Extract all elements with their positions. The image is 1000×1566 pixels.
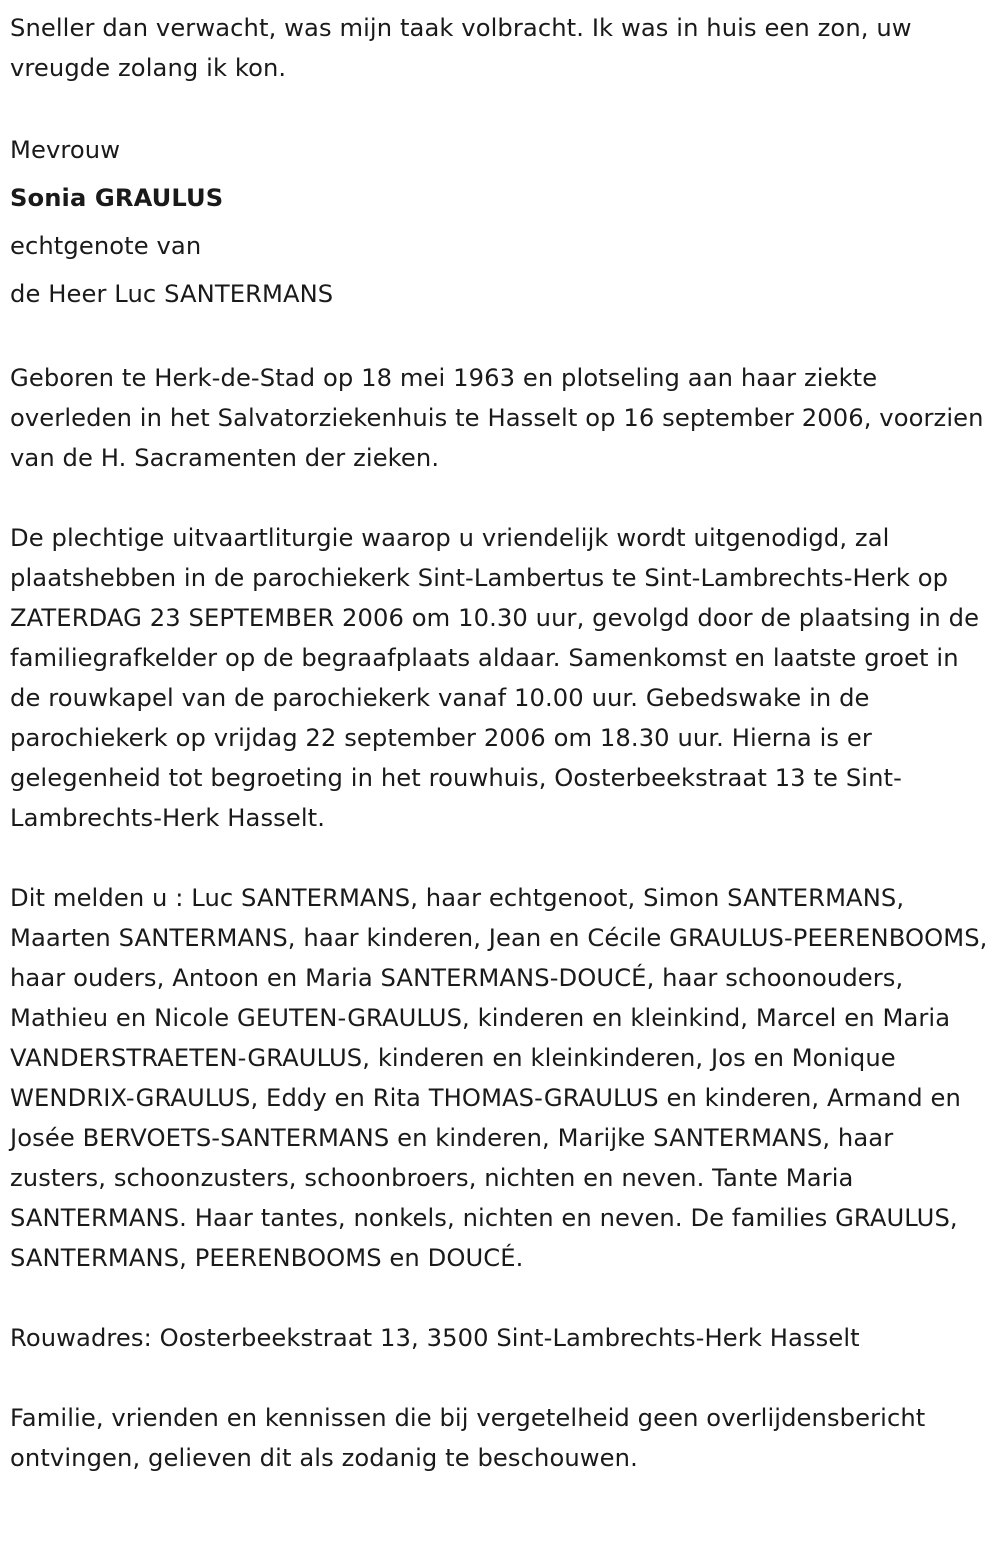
spacer bbox=[10, 1358, 990, 1398]
spacer bbox=[10, 478, 990, 518]
spacer bbox=[10, 318, 990, 358]
closing-paragraph: Familie, vrienden en kennissen die bij vergetelheid geen overlijdensbericht ontvingen, gelieven dit als zodanig te beschouwen. bbox=[10, 1404, 926, 1472]
relation-label: echtgenote van bbox=[10, 232, 202, 260]
family-paragraph: Dit melden u : Luc SANTERMANS, haar echtgenoot, Simon SANTERMANS, Maarten SANTERMANS, haar kinderen, Jean en Cécile GRAULUS-PEERENBOOMS, haar ouders, Antoon en Maria SANTERMANS-DOUCÉ, haar schoonouders, Mathieu en Nicole GEUTEN-GRAULUS, kinderen en kleinkind, Marcel en Maria VANDERSTRAETEN-GRAULUS, kinderen en kleinkinderen, Jos en Monique WENDRIX-GRAULUS, Eddy en Rita THOMAS-GRAULUS en kinderen, Armand en Josée BERVOETS-SANTERMANS en kinderen, Marijke SANTERMANS, haar zusters, schoonzusters, schoonbroers, nichten en neven. Tante Maria SANTERMANS. Haar tantes, nonkels, nichten en neven. De families GRAULUS, SANTERMANS, PEERENBOOMS en DOUCÉ. bbox=[10, 884, 988, 1272]
spacer bbox=[10, 838, 990, 878]
birth-death-paragraph: Geboren te Herk-de-Stad op 18 mei 1963 en plotseling aan haar ziekte overleden in het Salvatorziekenhuis te Hasselt op 16 september 2006, voorzien van de H. Sacramenten der zieken. bbox=[10, 364, 984, 472]
spacer bbox=[10, 88, 990, 128]
spouse-name: de Heer Luc SANTERMANS bbox=[10, 280, 334, 308]
intro-verse: Sneller dan verwacht, was mijn taak volbracht. Ik was in huis een zon, uw vreugde zolang ik kon. bbox=[10, 14, 912, 82]
deceased-name: Sonia GRAULUS bbox=[10, 184, 224, 212]
spacer bbox=[10, 1278, 990, 1318]
honorific: Mevrouw bbox=[10, 136, 121, 164]
mourning-address: Rouwadres: Oosterbeekstraat 13, 3500 Sint-Lambrechts-Herk Hasselt bbox=[10, 1324, 860, 1352]
funeral-paragraph: De plechtige uitvaartliturgie waarop u vriendelijk wordt uitgenodigd, zal plaatshebben in de parochiekerk Sint-Lambertus te Sint-Lambrechts-Herk op ZATERDAG 23 SEPTEMBER 2006 om 10.30 uur, gevolgd door de plaatsing in de familiegrafkelder op de begraafplaats aldaar. Samenkomst en laatste groet in de rouwkapel van de parochiekerk vanaf 10.00 uur. Gebedswake in de parochiekerk op vrijdag 22 september 2006 om 18.30 uur. Hierna is er gelegenheid tot begroeting in het rouwhuis, Oosterbeekstraat 13 te Sint-Lambrechts-Herk Hasselt. bbox=[10, 524, 980, 832]
deceased-block bbox=[10, 126, 990, 318]
